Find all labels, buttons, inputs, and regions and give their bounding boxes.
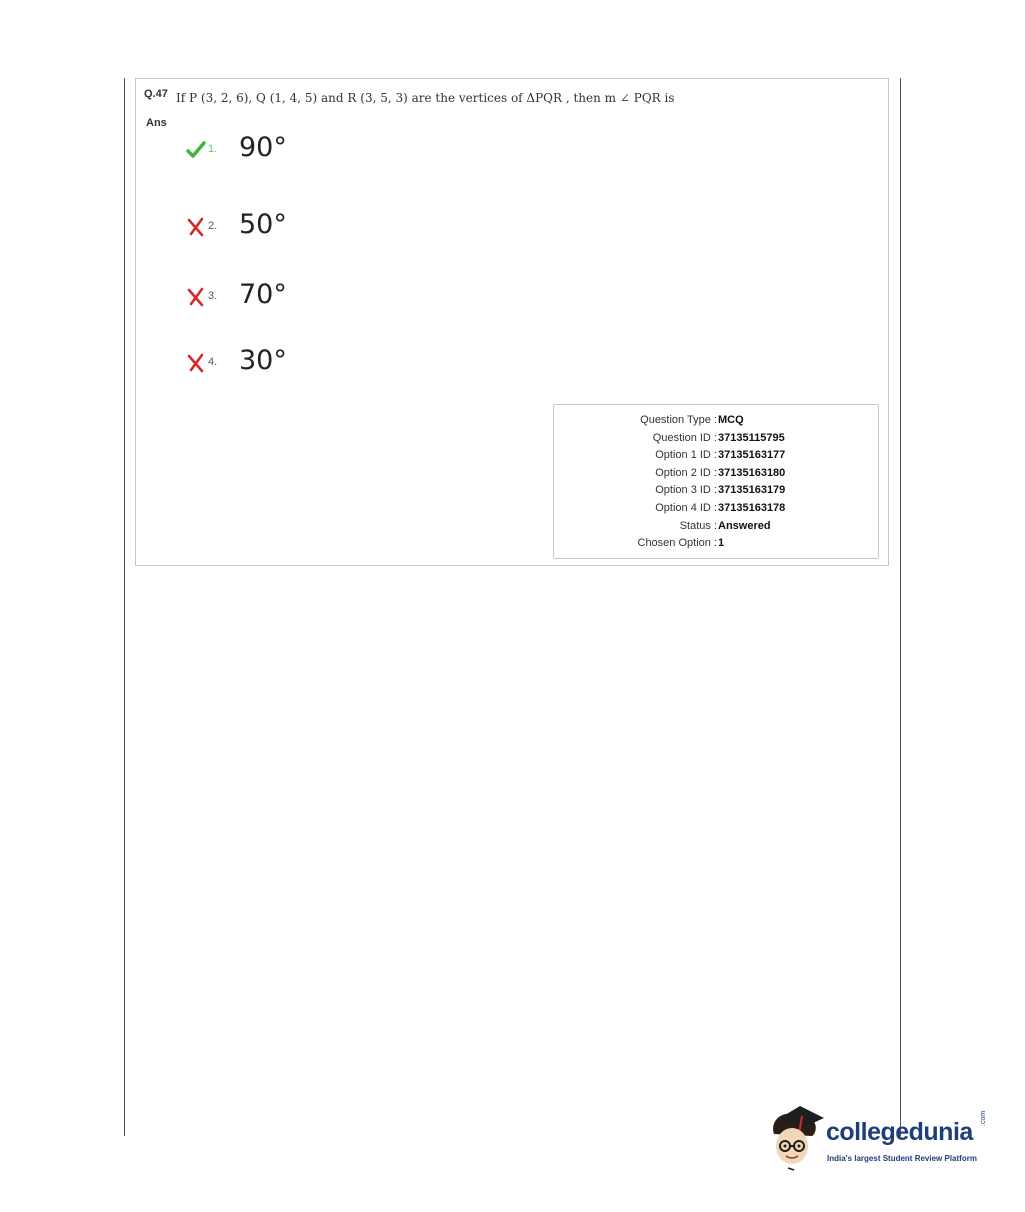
cross-icon (186, 287, 206, 307)
meta-value: 37135115795 (718, 432, 785, 444)
question-number: Q.47 (144, 88, 168, 100)
question-panel (135, 78, 889, 566)
question-metadata (553, 404, 879, 559)
meta-value: MCQ (718, 414, 744, 426)
meta-key: Option 3 ID : (655, 484, 717, 496)
meta-key: Question ID : (652, 432, 717, 444)
page-border-right (900, 78, 901, 1136)
answer-label: Ans (146, 117, 167, 129)
meta-key: Status : (679, 520, 717, 532)
meta-row (554, 432, 880, 450)
option-value: 70° (239, 279, 287, 310)
logo-tagline: India's largest Student Review Platform (827, 1154, 977, 1163)
page-border-left (124, 78, 125, 1136)
meta-key: Question Type : (640, 414, 717, 426)
option-value: 90° (239, 132, 287, 163)
meta-key: Option 1 ID : (655, 449, 717, 461)
meta-value: 1 (718, 537, 725, 549)
meta-value: 37135163179 (718, 484, 786, 496)
cross-icon (186, 217, 206, 237)
logo-brand: collegedunia (826, 1118, 973, 1146)
option-1 (186, 132, 486, 172)
meta-row (554, 502, 880, 520)
option-value: 50° (239, 209, 287, 240)
meta-value: Answered (718, 520, 771, 532)
meta-value: 37135163177 (718, 449, 786, 461)
option-3 (186, 279, 486, 319)
logo-domain: .com (980, 1110, 987, 1126)
question-text: If P (3, 2, 6), Q (1, 4, 5) and R (3, 5, 3) are the vertices of ΔPQR , then m ∠ PQR is (176, 91, 675, 105)
meta-value: 37135163178 (718, 502, 786, 514)
meta-row (554, 520, 880, 538)
meta-row (554, 467, 880, 485)
option-value: 30° (239, 345, 287, 376)
mascot-icon (768, 1104, 826, 1172)
meta-key: Option 4 ID : (655, 502, 717, 514)
collegedunia-logo (768, 1104, 998, 1174)
option-number: 1. (208, 143, 218, 155)
option-number: 4. (208, 356, 218, 368)
check-icon (186, 140, 206, 160)
option-number: 2. (208, 220, 218, 232)
meta-row (554, 484, 880, 502)
meta-key: Option 2 ID : (655, 467, 717, 479)
meta-key: Chosen Option : (637, 537, 717, 549)
option-4 (186, 345, 486, 385)
option-2 (186, 209, 486, 249)
meta-row (554, 537, 880, 555)
meta-value: 37135163180 (718, 467, 786, 479)
meta-row (554, 449, 880, 467)
option-number: 3. (208, 290, 218, 302)
meta-row (554, 414, 880, 432)
cross-icon (186, 353, 206, 373)
